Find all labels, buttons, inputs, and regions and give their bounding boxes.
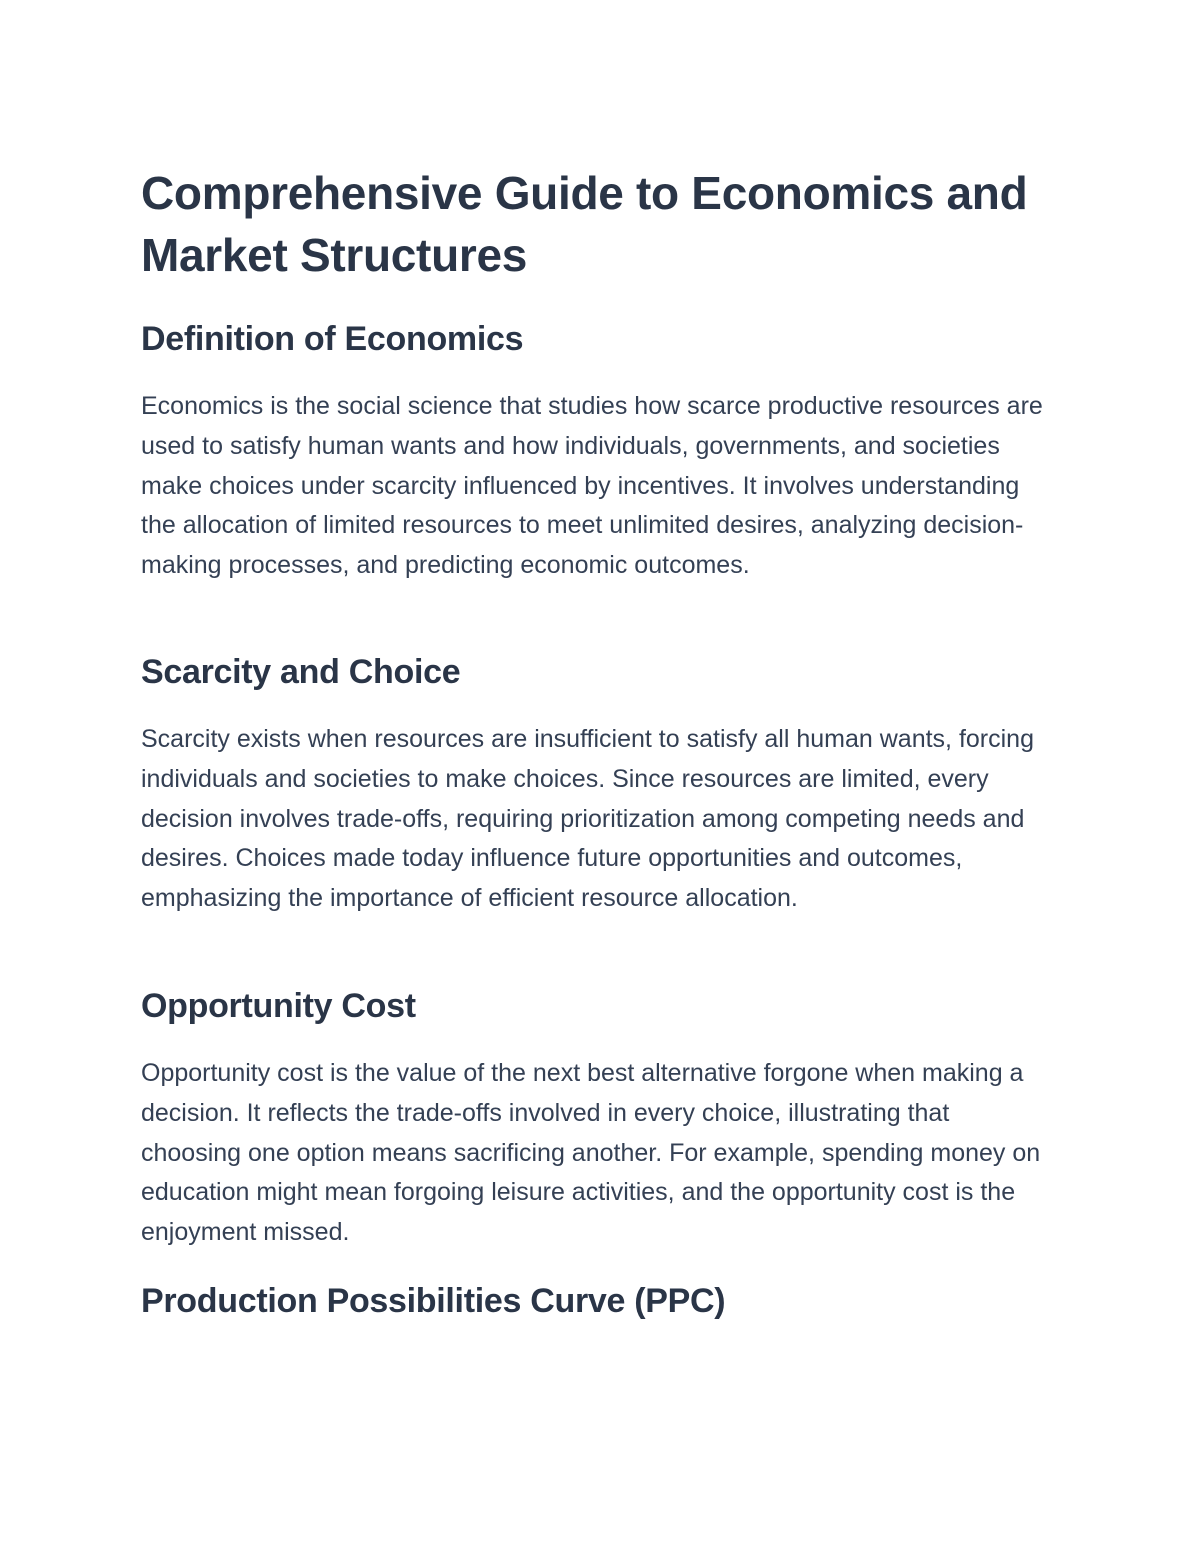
section-body-scarcity-and-choice: Scarcity exists when resources are insufficient to satisfy all human wants, forcing individuals and societies to make choices. Since resources are limited, every decision involves trade-offs, requiring prioritization among competing needs and desires. Choices made today influence future opportunities and outcomes, emphasizing the importance of efficient resource allocation. [141,725,1034,913]
section-heading-scarcity-and-choice: Scarcity and Choice [141,653,461,691]
section-heading-production-possibilities-curve: Production Possibilities Curve (PPC) [141,1282,726,1320]
section-body-definition-of-economics: Economics is the social science that studies how scarce productive resources are used to satisfy human wants and how individuals, governments, and societies make choices under scarcity influenced by incentives. It involves understanding the allocation of limited resources to meet unlimited desires, analyzing decision-making processes, and predicting economic outcomes. [141,392,1043,580]
document-title: Comprehensive Guide to Economics and Market Structures [141,167,1028,281]
section-heading-opportunity-cost: Opportunity Cost [141,987,416,1025]
section-body-opportunity-cost: Opportunity cost is the value of the next best alternative forgone when making a decision. It reflects the trade-offs involved in every choice, illustrating that choosing one option means sacrificing another. For example, spending money on education might mean forgoing leisure activities, and the opportunity cost is the enjoyment missed. [141,1059,1041,1247]
section-heading-definition-of-economics: Definition of Economics [141,320,524,358]
